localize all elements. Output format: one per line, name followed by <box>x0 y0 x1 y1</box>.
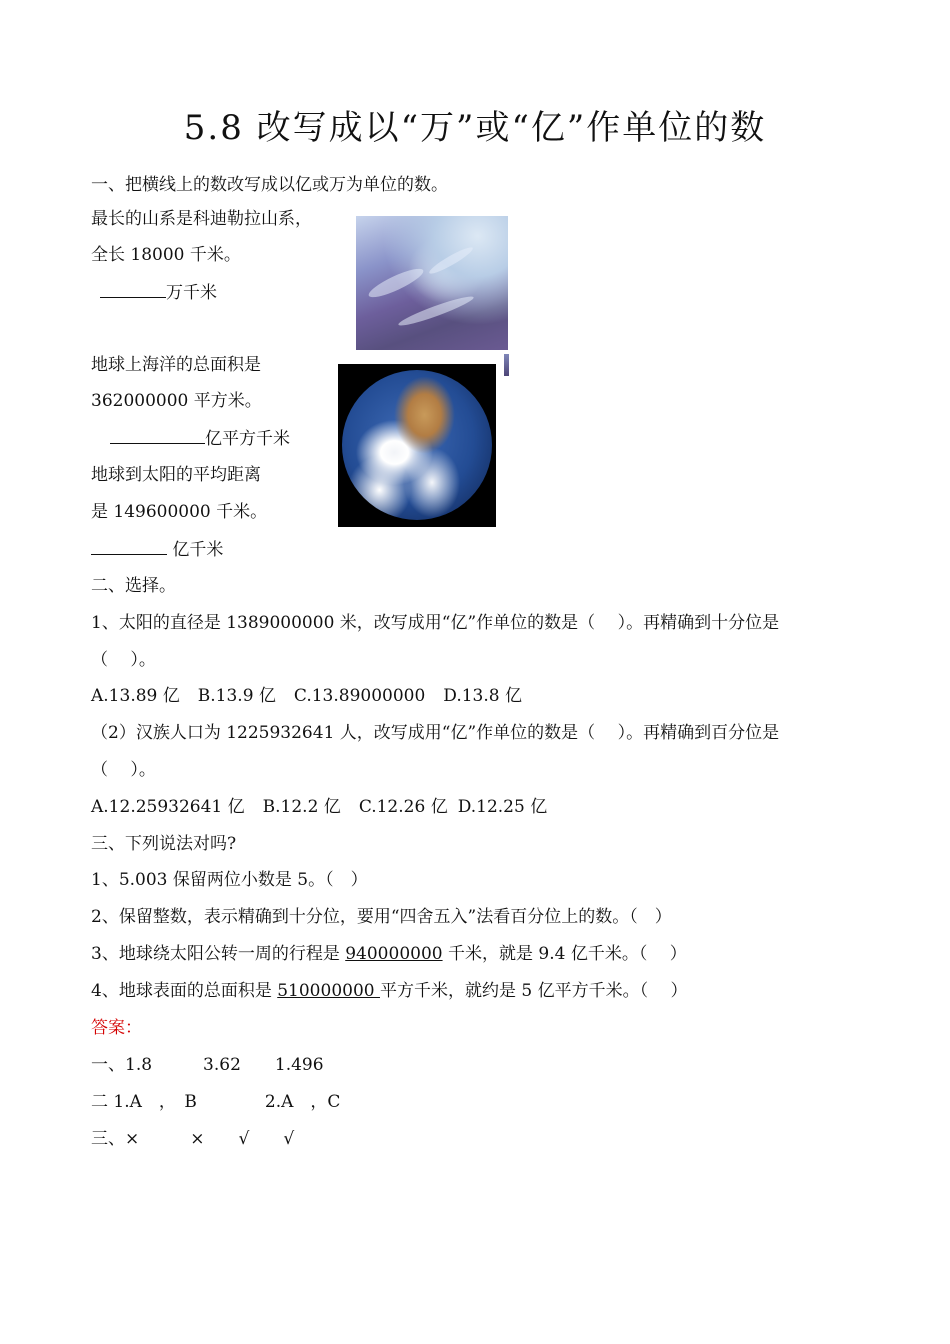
statement-4-number: 510000000 <box>277 981 380 1001</box>
choice-q2-option-b[interactable]: B.12.2 亿 <box>262 797 341 817</box>
mountain-image-edge <box>504 354 509 376</box>
q2-line1: 地球上海洋的总面积是 <box>91 355 261 375</box>
earth-globe <box>342 370 492 520</box>
q2-answer-blank[interactable] <box>110 427 205 444</box>
choice-q2-options <box>91 796 565 818</box>
choice-q1-option-d[interactable]: D.13.8 亿 <box>443 686 522 706</box>
statement-4-pre: 4、地球表面的总面积是 <box>91 981 278 1001</box>
choice-q2-option-c[interactable]: C.12.26 亿 <box>358 797 448 817</box>
q1-line1: 最长的山系是科迪勒拉山系， <box>91 209 312 229</box>
mountain-satellite-image <box>356 216 508 350</box>
statement-2: 2、保留整数，表示精确到十分位，要用“四舍五入”法看百分位上的数。（ ） <box>91 907 672 927</box>
q1-answer-row <box>100 281 217 304</box>
statement-4 <box>91 980 688 1002</box>
section3-heading: 三、下列说法对吗? <box>91 834 237 854</box>
answer-line-2: 二 1.A ， B 2.A ，C <box>91 1092 341 1112</box>
q1-answer-blank[interactable] <box>100 281 166 298</box>
choice-q1-cont: （ ）。 <box>91 650 156 670</box>
statement-3-number: 940000000 <box>345 944 443 964</box>
statement-3 <box>91 943 687 965</box>
choice-q1-option-c[interactable]: C.13.89000000 <box>293 686 426 706</box>
choice-q1-options <box>91 685 540 707</box>
q3-answer-row <box>91 538 223 561</box>
q2-answer-row <box>110 427 290 450</box>
choice-q2-text: （2）汉族人口为 1225932641 人，改写成用“亿”作单位的数是（ ）。再精确到百分位是 <box>91 723 780 743</box>
earth-globe-image <box>338 364 496 527</box>
choice-q1-option-a[interactable]: A.13.89 亿 <box>91 686 180 706</box>
statement-3-post: 千米，就是 9.4 亿千米。（ ） <box>442 944 687 964</box>
answer-line-1: 一、1.8 3.62 1.496 <box>91 1055 324 1075</box>
q1-unit: 万千米 <box>166 283 217 303</box>
statement-1: 1、5.003 保留两位小数是 5。（ ） <box>91 870 368 890</box>
statement-3-pre: 3、地球绕太阳公转一周的行程是 <box>91 944 346 964</box>
answers-heading: 答案： <box>91 1018 142 1038</box>
choice-q2-option-d[interactable]: D.12.25 亿 <box>457 797 548 817</box>
choice-q2-cont: （ ）。 <box>91 760 156 780</box>
statement-4-post: 平方千米，就约是 5 亿平方千米。（ ） <box>379 981 688 1001</box>
q1-line2: 全长 18000 千米。 <box>91 245 241 265</box>
page-title: 5.8 改写成以“万”或“亿”作单位的数 <box>183 108 767 148</box>
q2-unit: 亿平方千米 <box>205 429 290 449</box>
answer-line-3: 三、× × √ √ <box>91 1129 295 1149</box>
q3-line2: 是 149600000 千米。 <box>91 502 268 522</box>
choice-q2-option-a[interactable]: A.12.25932641 亿 <box>91 797 245 817</box>
q3-line1: 地球到太阳的平均距离 <box>91 465 261 485</box>
q3-unit: 亿千米 <box>172 540 224 560</box>
section2-heading: 二、选择。 <box>91 576 176 596</box>
q2-line2: 362000000 平方米。 <box>91 391 262 411</box>
choice-q1-option-b[interactable]: B.13.9 亿 <box>197 686 276 706</box>
q3-answer-blank[interactable] <box>91 538 167 555</box>
section1-heading: 一、把横线上的数改写成以亿或万为单位的数。 <box>91 175 448 195</box>
choice-q1-text: 1、太阳的直径是 1389000000 米，改写成用“亿”作单位的数是（ ）。再精确到十分位是 <box>91 613 780 633</box>
